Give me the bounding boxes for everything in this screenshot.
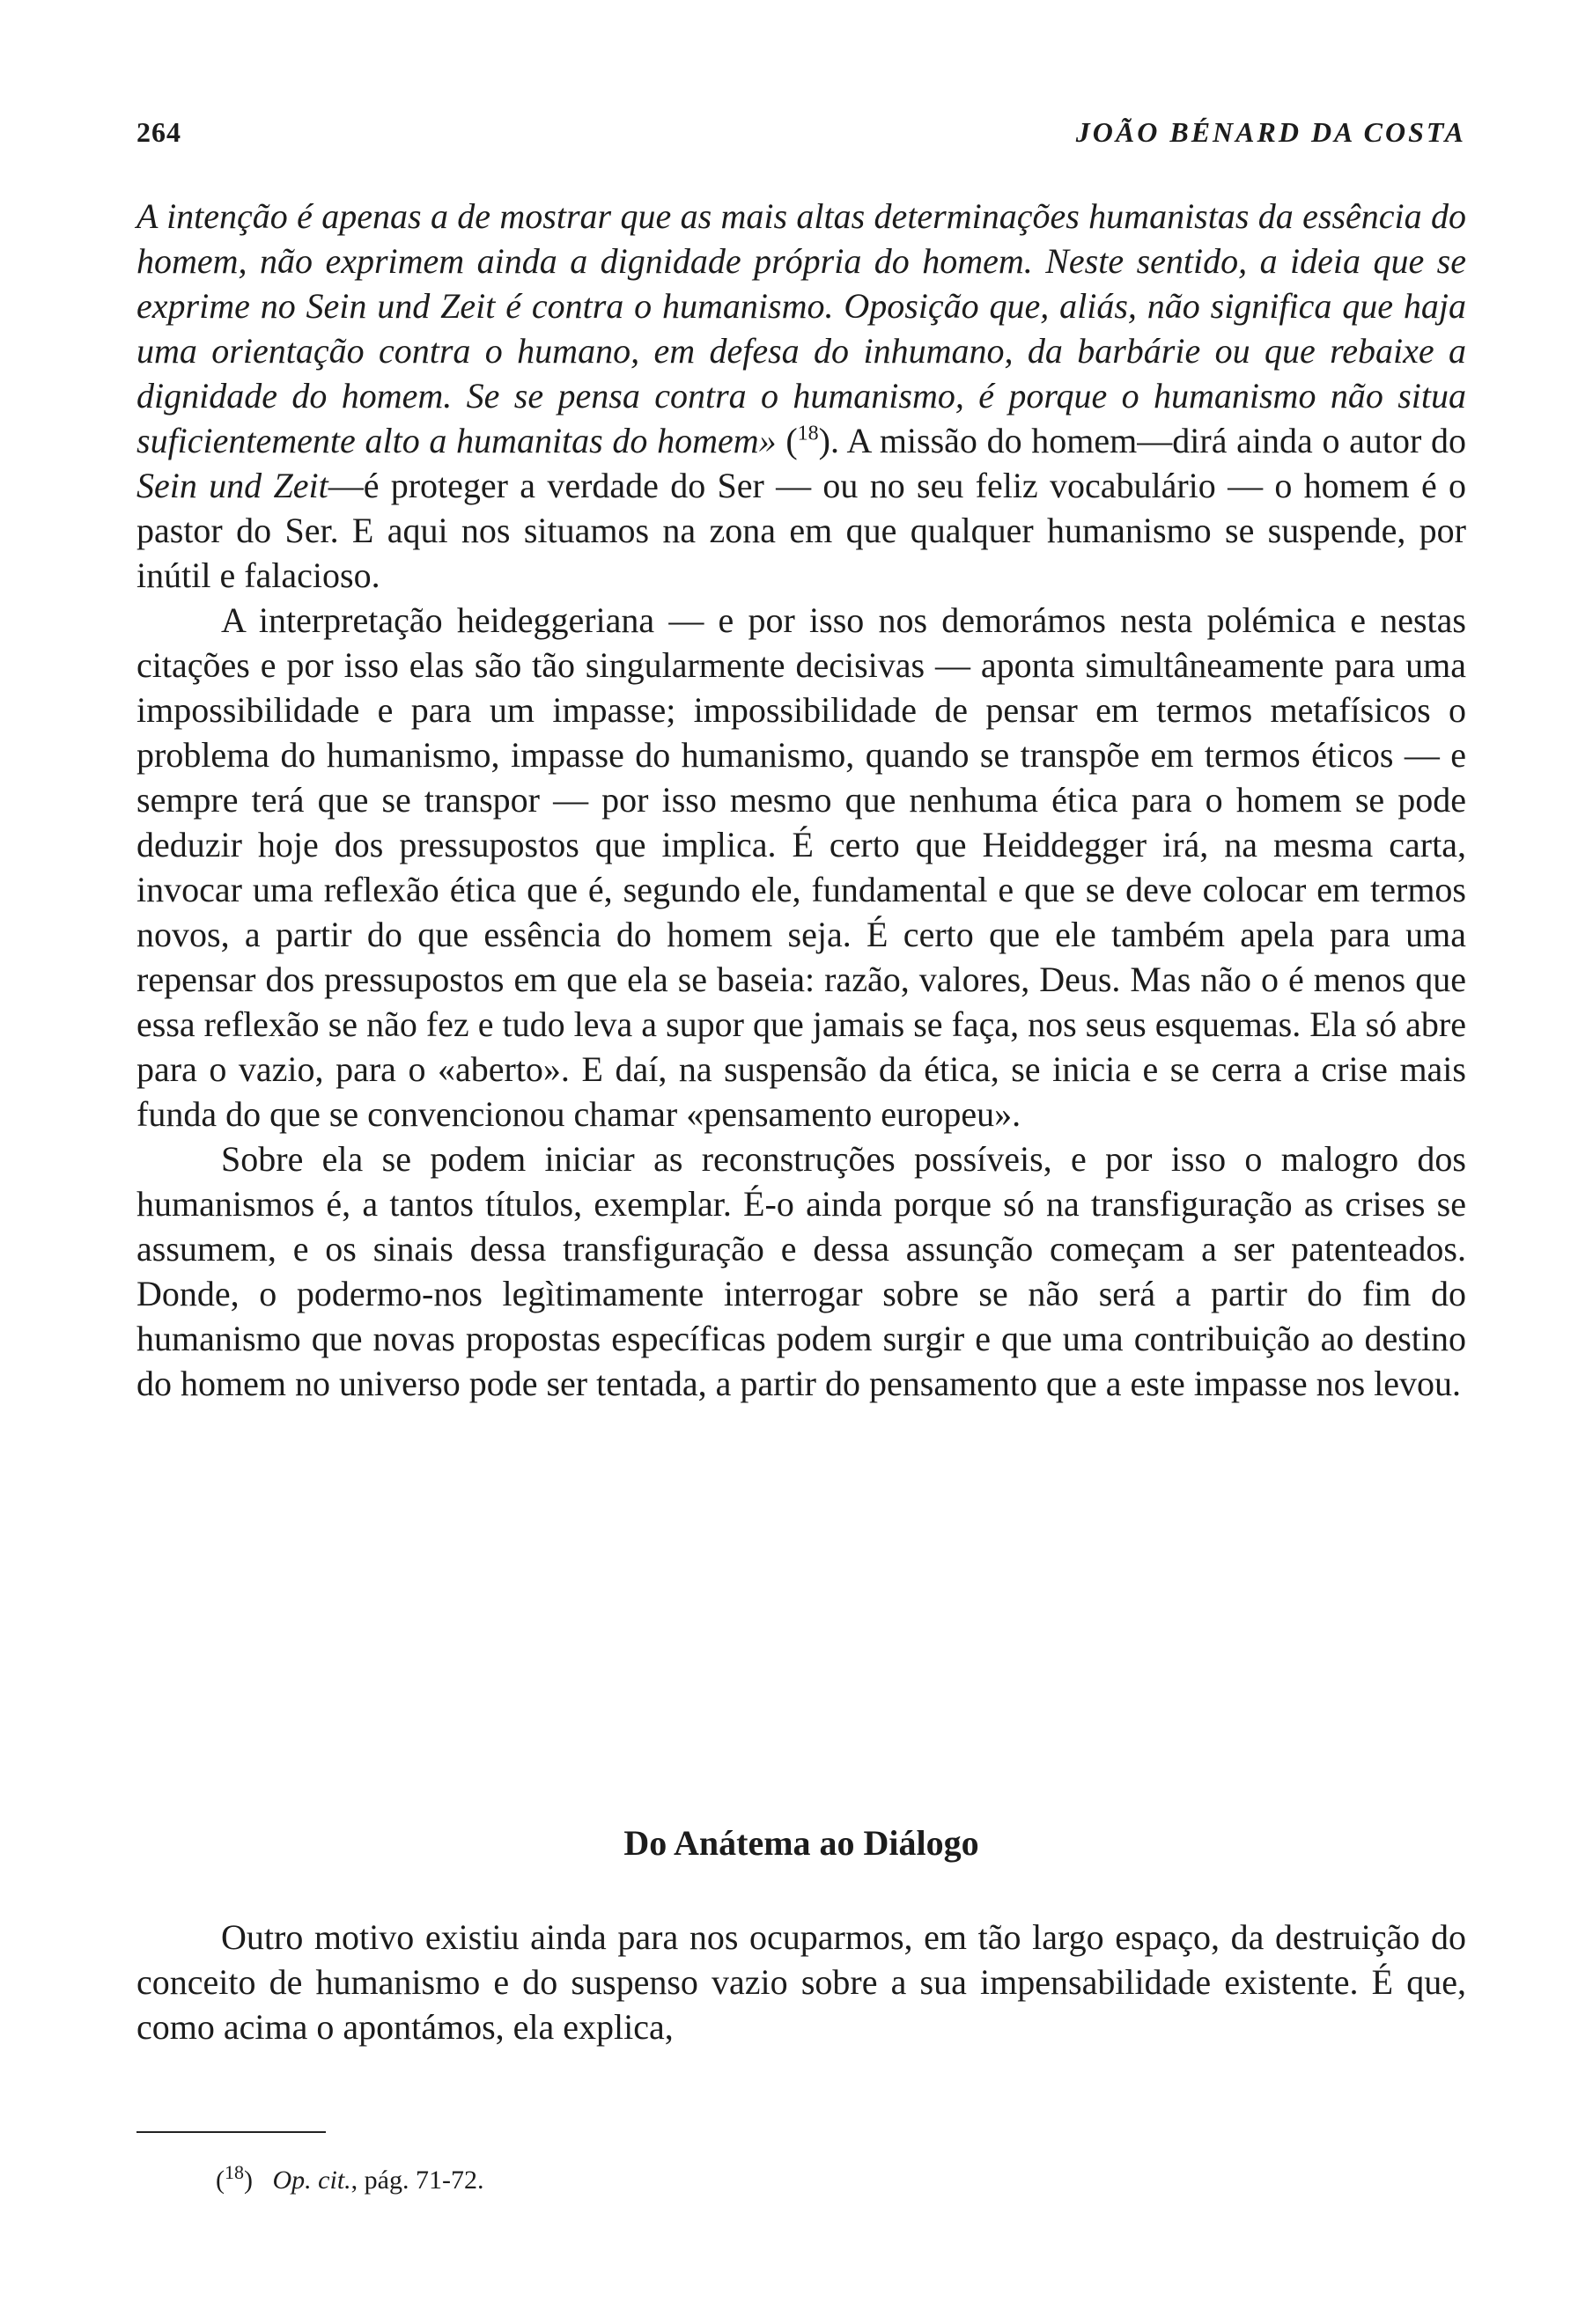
paragraph-text: A missão do homem—dirá ainda o autor do — [838, 421, 1467, 460]
section-body — [136, 1915, 1466, 2049]
paragraph: Outro motivo existiu ainda para nos ocuparmos, em tão largo espaço, da destruição do conceito de humanismo e do suspenso vazio sobre a sua impensabilidade existente. É que, como acima o apontámos, ela explica, — [136, 1917, 1466, 2047]
footnote-divider — [136, 2131, 326, 2133]
section-heading: Do Anátema ao Diálogo — [623, 1823, 979, 1863]
running-head-author: JOÃO BÉNARD DA COSTA — [1075, 116, 1466, 148]
paragraph: Sobre ela se podem iniciar as reconstruções possíveis, e por isso o malogro dos humanismos é, a tantos títulos, exemplar. É-o ainda porque só na transfiguração as crises se assumem, e os sinais dessa transfiguração e dessa assunção começam a ser patenteados. Donde, o podermo-nos legìtimamente interrogar sobre se não será a partir do fim do humanismo que novas propostas específicas podem surgir e que uma contribuição ao destino do homem no universo pode ser tentada, a partir do pensamento que a este impasse nos levou. — [136, 1139, 1466, 1403]
document-page — [136, 0, 1466, 2324]
footnote-source: Op. cit. — [272, 2166, 351, 2195]
book-title: Sein und Zeit — [136, 466, 328, 505]
paragraph-text: —é proteger a verdade do Ser — ou no seu feliz vocabulário — o homem é o pastor do Ser. E aqui nos situamos na zona em que qualquer humanismo se suspende, por inútil e falacioso. — [136, 466, 1466, 595]
paragraph-quote: A intenção é apenas a de mostrar que as mais altas determinações humanistas da essência do homem, não exprimem ainda a dignidade própria do homem. Neste sentido, a ideia que se exprime no Sein und Zeit é contra o humanismo. Oposição que, aliás, não significa que haja uma orientação contra o humano, em defesa do inhumano, da barbárie ou que rebaixe a dignidade do homem. Se se pensa contra o humanismo, é porque o humanismo não situa suficientemente alto a humanitas do homem» ($^{18}$). A missão do homem—dirá ainda o autor do Sein und Zeit—é proteger a verdade do Ser — ou no seu feliz vocabulário — o homem é o pastor do Ser. E aqui nos situamos na zona em que qualquer humanismo se suspende, por inútil e falacioso. — [136, 196, 1467, 595]
body-text — [136, 194, 1466, 1406]
heidegger-quote: A intenção é apenas a de mostrar que as mais altas determinações humanistas da essência do homem, não exprimem ainda a dignidade própria do homem. Neste sentido, a ideia que se exprime no Sein und Zeit é contra o humanismo. Oposição que, aliás, não significa que haja uma orientação contra o humano, em defesa do inhumano, da barbárie ou que rebaixe a dignidade do homem. Se se pensa contra o humanismo, é porque o humanismo não situa suficientemente alto a humanitas do homem» — [136, 196, 1466, 460]
footnote-reference: 18 — [797, 422, 819, 445]
paragraph: A interpretação heideggeriana — e por isso nos demorámos nesta polémica e nestas citações e por isso elas são tão singularmente decisivas — aponta simultâneamente para uma impossibilidade e para um impasse; impossibilidade de pensar em termos metafísicos o problema do humanismo, impasse do humanismo, quando se transpõe em termos éticos — e sempre terá que se transpor — por isso mesmo que nenhuma ética para o homem se pode deduzir hoje dos pressupostos que implica. É certo que Heiddegger irá, na mesma carta, invocar uma reflexão ética que é, segundo ele, fundamental e que se deve colocar em termos novos, a partir do que essência do homem seja. É certo que ele também apela para uma repensar dos pressupostos em que ela se baseia: razão, valores, Deus. Mas não o é menos que essa reflexão se não fez e tudo leva a supor que jamais se faça, nos seus esquemas. Ela só abre para o vazio, para o «aberto». E daí, na suspensão da ética, se inicia e se cerra a crise mais funda do que se convencionou chamar «pensamento europeu». — [136, 600, 1466, 1134]
footnote-pages: , pág. 71-72. — [350, 2166, 484, 2195]
page-number: 264 — [136, 116, 181, 148]
footnote-mark: 18 — [225, 2161, 244, 2183]
footnote: ($^{18}$) Op. cit., pág. 71-72. — [216, 2161, 484, 2195]
